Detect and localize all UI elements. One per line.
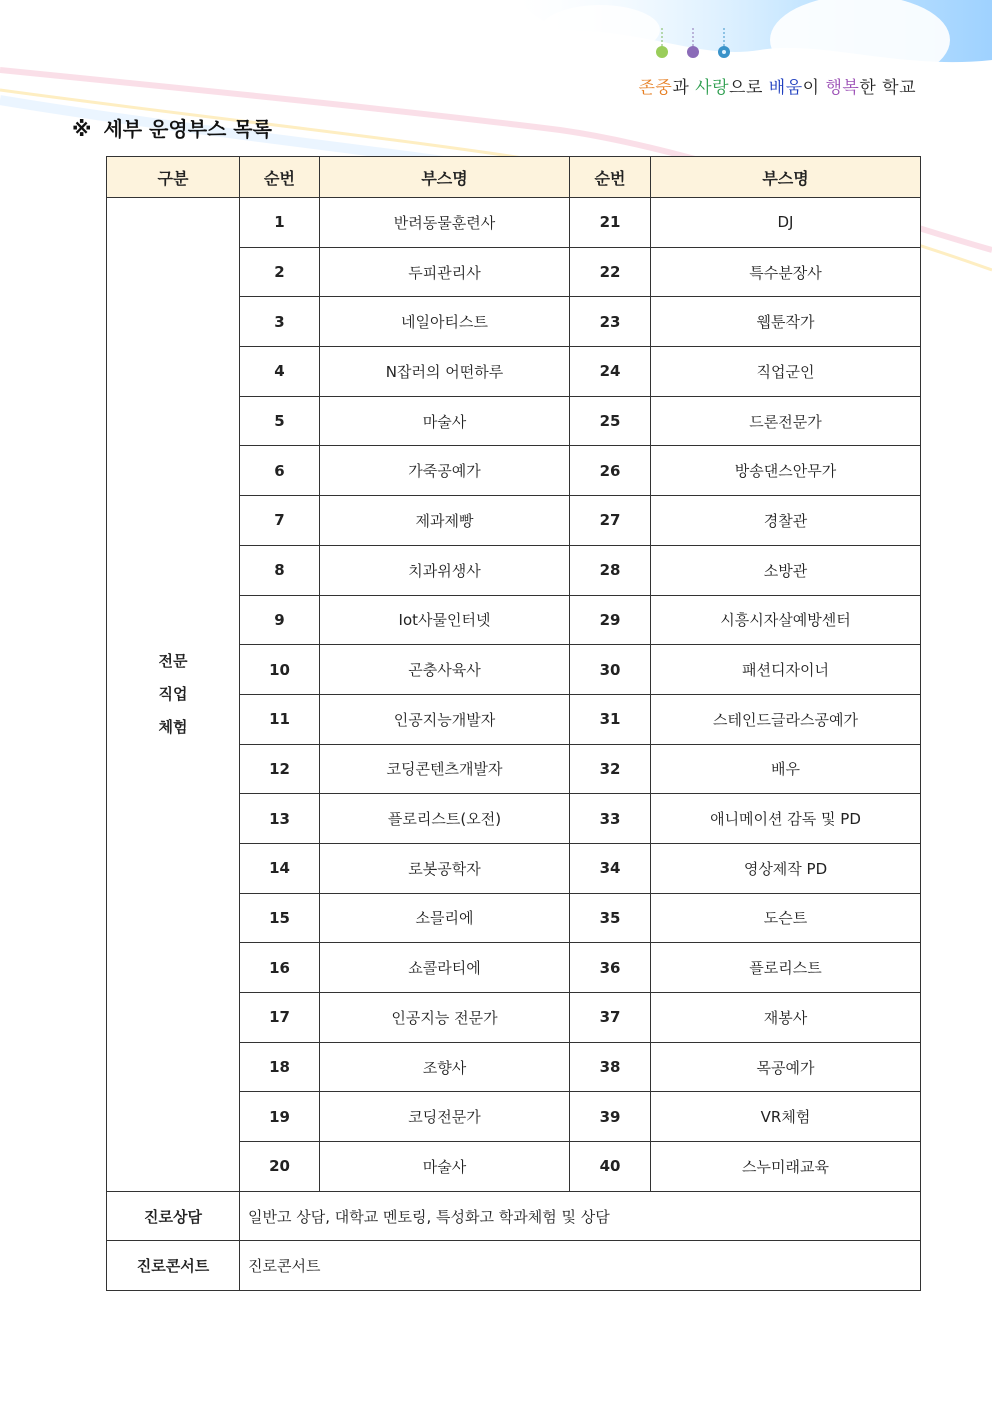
booth-name: 제과제빵: [320, 496, 570, 546]
header-category: 구분: [107, 157, 240, 198]
booth-number: 34: [570, 843, 651, 893]
booth-name: 인공지능 전문가: [320, 993, 570, 1043]
booth-number: 16: [240, 943, 320, 993]
booth-number: 18: [240, 1042, 320, 1092]
booth-number: 4: [240, 347, 320, 397]
booth-number: 28: [570, 545, 651, 595]
page-title-text: 세부 운영부스 목록: [103, 117, 272, 141]
booth-name: 영상제작 PD: [651, 843, 921, 893]
booth-number: 35: [570, 893, 651, 943]
booth-name: Iot사물인터넷: [320, 595, 570, 645]
booth-name: 드론전문가: [651, 396, 921, 446]
counseling-label: 진로상담: [107, 1191, 240, 1241]
booth-name: 배우: [651, 744, 921, 794]
booth-number: 40: [570, 1142, 651, 1192]
booth-name: 쇼콜라티에: [320, 943, 570, 993]
booth-name: VR체험: [651, 1092, 921, 1142]
booth-number: 32: [570, 744, 651, 794]
reference-mark: ※: [72, 117, 92, 141]
booth-name: 목공예가: [651, 1042, 921, 1092]
category-cell: [107, 198, 240, 1192]
booth-number: 36: [570, 943, 651, 993]
booth-number: 19: [240, 1092, 320, 1142]
booth-name: 코딩전문가: [320, 1092, 570, 1142]
concert-row: [107, 1241, 921, 1291]
booth-number: 10: [240, 645, 320, 695]
motto-part: 과: [672, 78, 696, 98]
booth-name: 마술사: [320, 396, 570, 446]
booth-number: 13: [240, 794, 320, 844]
booth-name: 조향사: [320, 1042, 570, 1092]
concert-label: 진로콘서트: [107, 1241, 240, 1291]
motto-part: 으로: [729, 78, 769, 98]
decorative-dots: [648, 28, 738, 62]
booth-name: 곤충사육사: [320, 645, 570, 695]
header-booth-name: 부스명: [320, 157, 570, 198]
header-number: 순번: [570, 157, 651, 198]
booth-number: 26: [570, 446, 651, 496]
booth-name: 반려동물훈련사: [320, 198, 570, 248]
motto-part: 배움: [768, 78, 803, 98]
motto-part: 이: [802, 78, 826, 98]
booth-name: 시흥시자살예방센터: [651, 595, 921, 645]
concert-description: 진로콘서트: [240, 1241, 921, 1291]
page-title: [72, 113, 272, 142]
booth-name: 애니메이션 감독 및 PD: [651, 794, 921, 844]
booth-name: 웹툰작가: [651, 297, 921, 347]
booth-number: 14: [240, 843, 320, 893]
booth-number: 6: [240, 446, 320, 496]
table-row: [107, 198, 921, 248]
booth-number: 8: [240, 545, 320, 595]
booth-name: 스누미래교육: [651, 1142, 921, 1192]
category-line: 전문: [158, 651, 188, 670]
booth-name: 두피관리사: [320, 247, 570, 297]
booth-name: 특수분장사: [651, 247, 921, 297]
booth-name: 인공지능개발자: [320, 694, 570, 744]
booth-number: 30: [570, 645, 651, 695]
category-line: 체험: [158, 717, 188, 736]
booth-number: 1: [240, 198, 320, 248]
motto-part: 한 학교: [859, 78, 916, 98]
school-motto: [638, 73, 916, 98]
booth-number: 25: [570, 396, 651, 446]
motto-part: 존중: [638, 78, 673, 98]
booth-number: 33: [570, 794, 651, 844]
booth-name: N잡러의 어떤하루: [320, 347, 570, 397]
booth-name: DJ: [651, 198, 921, 248]
booth-number: 9: [240, 595, 320, 645]
booth-number: 11: [240, 694, 320, 744]
motto-part: 행복: [825, 78, 860, 98]
category-line: 직업: [158, 684, 188, 703]
booth-name: 경찰관: [651, 496, 921, 546]
table-header-row: [107, 157, 921, 198]
counseling-description: 일반고 상담, 대학교 멘토링, 특성화고 학과체험 및 상담: [240, 1191, 921, 1241]
header-number: 순번: [240, 157, 320, 198]
booth-number: 23: [570, 297, 651, 347]
booth-name: 치과위생사: [320, 545, 570, 595]
booth-number: 37: [570, 993, 651, 1043]
booth-number: 20: [240, 1142, 320, 1192]
booth-number: 2: [240, 247, 320, 297]
header-booth-name: 부스명: [651, 157, 921, 198]
booth-name: 플로리스트: [651, 943, 921, 993]
motto-part: 사랑: [695, 78, 730, 98]
booth-name: 스테인드글라스공예가: [651, 694, 921, 744]
booth-number: 24: [570, 347, 651, 397]
booth-name: 로봇공학자: [320, 843, 570, 893]
booth-name: 코딩콘텐츠개발자: [320, 744, 570, 794]
booth-name: 패션디자이너: [651, 645, 921, 695]
booth-number: 3: [240, 297, 320, 347]
booth-name: 마술사: [320, 1142, 570, 1192]
booth-number: 21: [570, 198, 651, 248]
booth-name: 플로리스트(오전): [320, 794, 570, 844]
booth-number: 5: [240, 396, 320, 446]
booth-name: 네일아티스트: [320, 297, 570, 347]
booth-number: 27: [570, 496, 651, 546]
booth-number: 29: [570, 595, 651, 645]
booth-name: 소방관: [651, 545, 921, 595]
booth-name: 도슨트: [651, 893, 921, 943]
booth-name: 소믈리에: [320, 893, 570, 943]
booth-name: 가죽공예가: [320, 446, 570, 496]
booth-name: 직업군인: [651, 347, 921, 397]
booth-number: 39: [570, 1092, 651, 1142]
booth-table: [106, 156, 921, 1291]
booth-number: 7: [240, 496, 320, 546]
booth-name: 재봉사: [651, 993, 921, 1043]
booth-number: 38: [570, 1042, 651, 1092]
booth-number: 12: [240, 744, 320, 794]
booth-name: 방송댄스안무가: [651, 446, 921, 496]
booth-number: 17: [240, 993, 320, 1043]
booth-number: 22: [570, 247, 651, 297]
booth-number: 15: [240, 893, 320, 943]
counseling-row: [107, 1191, 921, 1241]
booth-number: 31: [570, 694, 651, 744]
